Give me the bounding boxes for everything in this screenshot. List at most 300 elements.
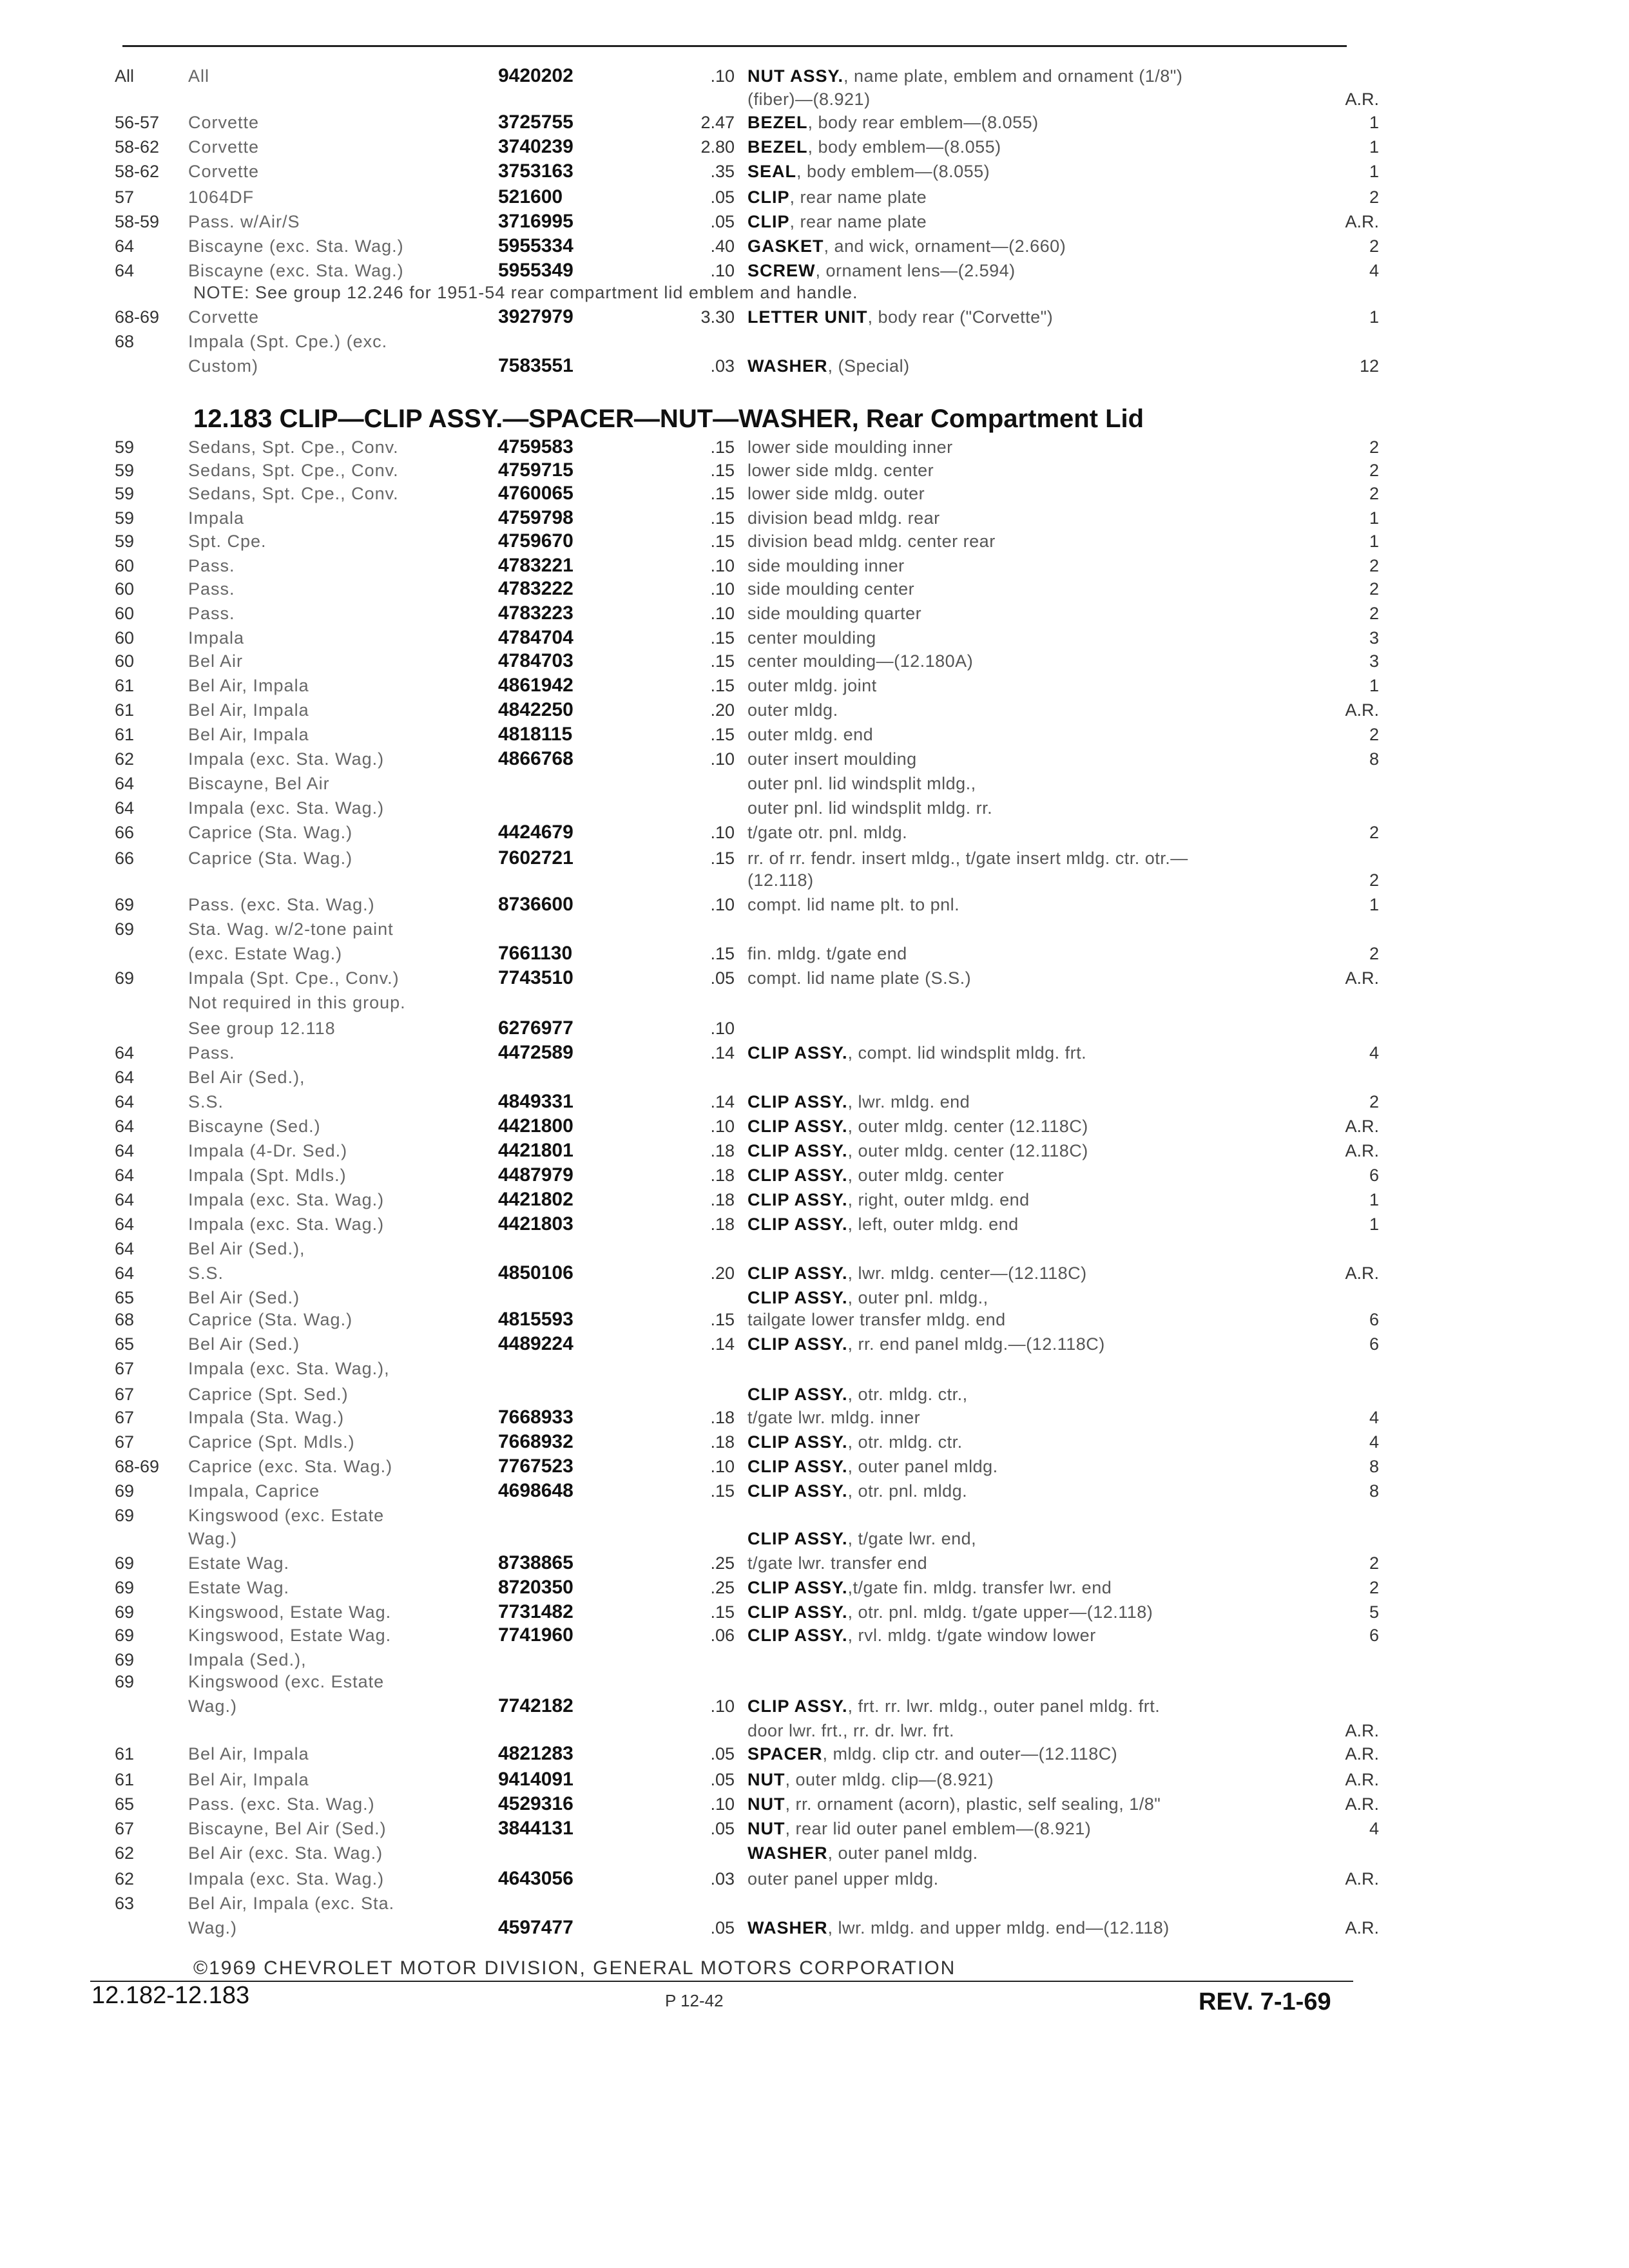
row-description-text: , otr. mldg. ctr. [847,1432,963,1452]
row-description-text: center moulding [747,628,876,648]
row-year: 65 [115,1334,135,1354]
parts-row [0,1648,1629,1671]
row-model: Impala (exc. Sta. Wag.), [188,1359,390,1378]
row-description-text: , frt. rr. lwr. mldg., outer panel mldg. frt. [847,1696,1161,1716]
row-quantity: 6 [1369,1334,1379,1354]
row-description-text: , ornament lens—(2.594) [815,261,1016,280]
row-description-text: , outer mldg. center (12.118C) [847,1141,1088,1160]
row-model: Impala (Spt. Mdls.) [188,1166,347,1185]
row-model: Caprice (Spt. Sed.) [188,1385,349,1404]
row-part-name: CLIP ASSY. [747,1432,848,1452]
row-year: 59 [115,461,135,480]
row-description-text: , outer panel mldg. [827,1843,978,1863]
row-description [747,577,914,601]
row-quantity: 4 [1369,261,1379,280]
row-model: Impala (Spt. Cpe., Conv.) [188,968,400,988]
row-price: .15 [710,532,735,551]
parts-row [0,135,1629,159]
row-description [747,1090,970,1113]
row-model: Caprice (Spt. Mdls.) [188,1432,355,1452]
row-part-name: CLIP ASSY. [747,1481,848,1501]
row-price: .15 [710,508,735,528]
parts-row [0,111,1629,134]
row-quantity: 6 [1369,1166,1379,1185]
row-model: Impala (Sed.), [188,1650,307,1669]
row-description [747,160,990,183]
parts-row [0,796,1629,820]
row-year: 61 [115,700,135,720]
row-model: Pass. [188,556,235,575]
row-quantity: 1 [1369,676,1379,695]
row-part-number: 4759670 [498,530,574,552]
row-part-number: 7741960 [498,1624,574,1646]
row-year: 64 [115,261,135,280]
row-description-text: outer insert moulding [747,749,917,769]
row-price: .15 [710,628,735,648]
parts-row [0,1383,1629,1406]
row-model: Impala (exc. Sta. Wag.) [188,1869,385,1888]
row-part-name: CLIP ASSY. [747,1043,848,1062]
row-description-text: , lwr. mldg. center—(12.118C) [847,1264,1087,1283]
parts-row [0,330,1629,353]
row-model: S.S. [188,1092,224,1111]
row-quantity: 2 [1369,823,1379,842]
row-year: 66 [115,849,135,868]
row-price: .05 [710,187,735,207]
row-model: Caprice (Sta. Wag.) [188,823,353,842]
row-description [747,1719,954,1742]
row-quantity: A.R. [1345,968,1379,988]
row-part-name: CLIP ASSY. [747,1626,848,1645]
row-part-number: 4421801 [498,1140,574,1161]
row-year: 64 [115,1239,135,1258]
row-part-number: 4760065 [498,483,574,504]
row-price: .25 [710,1553,735,1573]
row-description [747,1430,963,1454]
parts-row [0,772,1629,795]
row-model: Impala (Spt. Cpe.) (exc. [188,332,388,351]
row-year: 64 [115,1215,135,1234]
row-model: Bel Air (Sed.), [188,1068,305,1087]
row-description-text: , t/gate lwr. end, [847,1529,977,1548]
row-description [747,602,921,625]
parts-row [0,1041,1629,1064]
row-model: Wag.) [188,1529,238,1548]
row-description-text: lower side mldg. outer [747,484,925,503]
row-quantity: 2 [1369,437,1379,457]
row-price: .18 [710,1190,735,1209]
row-description-text: , rr. ornament (acorn), plastic, self sealing, 1/8" [785,1794,1161,1814]
row-part-number: 4529316 [498,1793,574,1814]
row-description-text: , outer mldg. center [847,1166,1005,1185]
row-price: .05 [710,1744,735,1763]
row-model: Caprice (Sta. Wag.) [188,849,353,868]
parts-row [0,1768,1629,1791]
parts-row [0,1695,1629,1718]
row-description [747,869,814,892]
copyright-line: ©1969 CHEVROLET MOTOR DIVISION, GENERAL MOTORS CORPORATION [193,1957,956,1979]
row-model: Estate Wag. [188,1578,290,1597]
row-quantity: 3 [1369,628,1379,648]
parts-row [0,1576,1629,1599]
row-price: 2.80 [700,137,735,157]
row-part-number: 7743510 [498,967,574,988]
row-description [747,1115,1088,1138]
row-quantity: 2 [1369,236,1379,256]
parts-row [0,1916,1629,1939]
row-part-number: 4698648 [498,1480,574,1501]
parts-row [0,88,1629,111]
row-description-text: t/gate otr. pnl. mldg. [747,823,908,842]
row-description [747,1139,1088,1162]
row-quantity: 2 [1369,1092,1379,1111]
row-year: 59 [115,437,135,457]
row-description-text: (fiber)—(8.921) [747,90,871,109]
parts-row [0,186,1629,209]
row-model: Kingswood, Estate Wag. [188,1602,392,1622]
row-year: 67 [115,1819,135,1838]
row-description-text: , otr. mldg. ctr., [847,1385,968,1404]
section-heading: 12.183 CLIP—CLIP ASSY.—SPACER—NUT—WASHER, Rear Compartment Lid [193,405,1144,433]
parts-row [0,966,1629,990]
row-description-text: side moulding inner [747,556,905,575]
row-description-text: , lwr. mldg. and upper mldg. end—(12.118) [827,1918,1170,1937]
row-quantity: 2 [1369,944,1379,963]
row-description-text: , name plate, emblem and ornament (1/8") [843,66,1183,86]
row-quantity: 2 [1369,484,1379,503]
parts-row [0,1286,1629,1309]
row-year: 69 [115,1650,135,1669]
row-quantity: 6 [1369,1626,1379,1645]
row-part-name: CLIP ASSY. [747,1190,848,1209]
row-part-number: 7767523 [498,1456,574,1477]
row-part-name: CLIP ASSY. [747,1117,848,1136]
row-description [747,847,1188,870]
row-quantity: 1 [1369,113,1379,132]
row-description [747,88,871,111]
row-part-name: NUT ASSY. [747,66,844,86]
parts-row [0,869,1629,892]
row-part-name: CLIP ASSY. [747,1334,848,1354]
row-year: 68-69 [115,1457,160,1476]
row-price: .10 [710,1019,735,1038]
row-description [747,796,992,820]
row-model: Impala (exc. Sta. Wag.) [188,798,385,818]
row-part-name: BEZEL [747,137,808,157]
row-part-name: WASHER [747,1843,828,1863]
row-description-text: compt. lid name plate (S.S.) [747,968,972,988]
row-part-name: WASHER [747,356,828,376]
row-price: .05 [710,212,735,231]
parts-row [0,1742,1629,1765]
row-part-number: 4421802 [498,1189,574,1210]
row-model: Corvette [188,137,260,157]
row-year: 69 [115,919,135,939]
row-description-text: , body rear emblem—(8.055) [807,113,1039,132]
row-description-text: outer panel upper mldg. [747,1869,939,1888]
row-description [747,772,976,795]
row-description [747,482,925,505]
row-year: 64 [115,236,135,256]
parts-row [0,1262,1629,1285]
row-price: .10 [710,895,735,914]
row-price: .15 [710,484,735,503]
row-model: Bel Air, Impala [188,1770,309,1789]
row-year: 64 [115,1092,135,1111]
row-year: 60 [115,604,135,623]
row-price: .40 [710,236,735,256]
row-year: 59 [115,532,135,551]
row-description [747,821,907,844]
row-part-number: 4821283 [498,1743,574,1764]
row-model: Estate Wag. [188,1553,290,1573]
row-description [747,1188,1030,1211]
row-part-number: 4783221 [498,555,574,576]
row-part-name: NUT [747,1794,786,1814]
row-model: (exc. Estate Wag.) [188,944,343,963]
row-description-text: door lwr. frt., rr. dr. lwr. frt. [747,1721,955,1740]
row-description-text: t/gate lwr. mldg. inner [747,1408,921,1427]
row-description-text: , and wick, ornament—(2.660) [824,236,1066,256]
row-quantity: 2 [1369,870,1379,890]
parts-row [0,1841,1629,1865]
row-year: 69 [115,1506,135,1525]
row-part-number: 4815593 [498,1309,574,1330]
row-description-text: , rr. end panel mldg.—(12.118C) [847,1334,1105,1354]
row-quantity: 8 [1369,1481,1379,1501]
row-year: 64 [115,1166,135,1185]
row-price: .10 [710,556,735,575]
parts-row [0,1455,1629,1478]
row-price: .10 [710,66,735,86]
row-model: Bel Air (Sed.) [188,1288,300,1307]
row-year: 64 [115,1190,135,1209]
row-description [747,942,907,965]
row-description-text: , compt. lid windsplit mldg. frt. [847,1043,1087,1062]
row-year: 58-62 [115,162,160,181]
row-quantity: 1 [1369,1190,1379,1209]
row-price: .03 [710,1869,735,1888]
parts-row [0,1892,1629,1915]
row-year: 60 [115,579,135,599]
row-part-name: NUT [747,1770,786,1789]
row-model: Impala (exc. Sta. Wag.) [188,1215,385,1234]
row-description [747,1527,976,1550]
row-description [747,1455,998,1478]
row-description-text: , left, outer mldg. end [847,1215,1019,1234]
row-price: .05 [710,1819,735,1838]
row-model: Impala (exc. Sta. Wag.) [188,749,385,769]
row-part-number: 9414091 [498,1769,574,1790]
row-description-text: , body emblem—(8.055) [796,162,990,181]
parts-row [0,482,1629,505]
row-quantity: 12 [1359,356,1379,376]
row-model: Impala (4-Dr. Sed.) [188,1141,348,1160]
row-year: 62 [115,1843,135,1863]
row-description [747,135,1001,159]
row-year: 69 [115,1578,135,1597]
row-description [747,747,917,771]
parts-row [0,918,1629,941]
row-part-number: 4784703 [498,650,574,671]
row-price: 2.47 [700,113,735,132]
parts-row [0,1600,1629,1624]
row-description-text: compt. lid name plt. to pnl. [747,895,960,914]
row-quantity: 8 [1369,749,1379,769]
parts-row [0,1164,1629,1187]
row-description [747,1479,967,1503]
parts-row [0,1719,1629,1742]
row-description-text: , rvl. mldg. t/gate window lower [847,1626,1096,1645]
row-part-number: 8736600 [498,894,574,915]
row-description [747,530,996,553]
row-model: Biscayne (Sed.) [188,1117,321,1136]
parts-row [0,942,1629,965]
row-year: 61 [115,725,135,744]
row-price: .05 [710,968,735,988]
row-description [747,1164,1004,1187]
row-year: 61 [115,676,135,695]
row-year: 58-59 [115,212,160,231]
parts-row [0,235,1629,258]
row-part-name: CLIP ASSY. [747,1385,848,1404]
parts-row [0,577,1629,601]
row-quantity: 4 [1369,1408,1379,1427]
row-description-text: outer pnl. lid windsplit mldg. rr. [747,798,993,818]
parts-row [0,1792,1629,1816]
row-price: .14 [710,1092,735,1111]
row-description [747,1286,988,1309]
row-description-text: , outer panel mldg. [847,1457,998,1476]
row-model: Pass. w/Air/S [188,212,300,231]
row-quantity: A.R. [1345,1721,1379,1740]
row-description [747,1308,1006,1331]
row-year: 69 [115,895,135,914]
row-part-number: 4861942 [498,675,574,696]
row-description-text: , otr. pnl. mldg. t/gate upper—(12.118) [847,1602,1153,1622]
row-part-number: 4597477 [498,1917,574,1938]
row-part-name: LETTER UNIT [747,307,868,327]
row-price: .14 [710,1043,735,1062]
row-quantity: 2 [1369,579,1379,599]
row-year: 58-62 [115,137,160,157]
parts-row [0,1188,1629,1211]
row-description [747,1041,1086,1064]
parts-row [0,1213,1629,1236]
row-model: 1064DF [188,187,255,207]
row-model: Pass. [188,579,235,599]
row-part-number: 4424679 [498,822,574,843]
row-part-number: 7668932 [498,1431,574,1452]
row-price: .18 [710,1215,735,1234]
row-model: Impala, Caprice [188,1481,320,1501]
row-year: 68 [115,332,135,351]
row-part-number: 4487979 [498,1164,574,1186]
row-description-text: lower side mldg. center [747,461,934,480]
row-model: Bel Air (exc. Sta. Wag.) [188,1843,383,1863]
row-quantity: 2 [1369,1553,1379,1573]
parts-row [0,649,1629,673]
parts-row [0,1527,1629,1550]
row-description [747,1383,968,1406]
top-rule [122,45,1347,47]
row-year: 69 [115,1553,135,1573]
row-description-text: , body emblem—(8.055) [807,137,1001,157]
row-model: Pass. [188,604,235,623]
row-price: .18 [710,1166,735,1185]
row-part-number: 8720350 [498,1577,574,1598]
row-description [747,1695,1160,1718]
row-part-number: 4818115 [498,724,573,745]
row-model: All [188,66,210,86]
row-part-number: 4489224 [498,1333,574,1354]
row-description [747,354,910,378]
row-quantity: 2 [1369,1578,1379,1597]
row-part-number: 7731482 [498,1601,574,1622]
row-description-text: outer mldg. end [747,725,874,744]
row-quantity: 1 [1369,162,1379,181]
parts-row [0,1115,1629,1138]
row-description-text: t/gate lwr. transfer end [747,1553,928,1573]
row-description [747,1332,1105,1356]
row-model: See group 12.118 [188,1019,336,1038]
row-price: 3.30 [700,307,735,327]
row-description-text: lower side moulding inner [747,437,953,457]
row-model: Biscayne (exc. Sta. Wag.) [188,261,404,280]
row-description [747,259,1016,282]
row-part-number: 4759798 [498,507,574,528]
parts-row [0,305,1629,329]
row-price: .15 [710,1602,735,1622]
row-part-name: BEZEL [747,113,808,132]
row-quantity: A.R. [1345,1869,1379,1888]
row-year: 65 [115,1794,135,1814]
row-description-text: , otr. pnl. mldg. [847,1481,968,1501]
row-description [747,1406,920,1429]
row-part-name: CLIP ASSY. [747,1696,848,1716]
row-year: 65 [115,1288,135,1307]
row-part-name: SPACER [747,1744,823,1763]
row-price: .15 [710,461,735,480]
row-description [747,186,927,209]
row-year: 57 [115,187,135,207]
row-year: 67 [115,1432,135,1452]
row-part-number: 3844131 [498,1818,574,1839]
row-year: 67 [115,1408,135,1427]
row-description [747,506,940,530]
row-part-number: 5955334 [498,235,574,256]
row-part-number: 4783222 [498,578,574,599]
row-price: .15 [710,651,735,671]
row-part-name: CLIP ASSY. [747,1141,848,1160]
row-year: 69 [115,1602,135,1622]
row-description [747,111,1039,134]
row-note: NOTE: See group 12.246 for 1951-54 rear compartment lid emblem and handle. [193,283,858,302]
row-model: Bel Air, Impala [188,700,309,720]
row-price: .10 [710,604,735,623]
parts-row [0,1504,1629,1527]
row-description-text: rr. of rr. fendr. insert mldg., t/gate insert mldg. ctr. otr.— [747,849,1188,868]
parts-row [0,210,1629,233]
row-year: 60 [115,628,135,648]
row-part-number: 521600 [498,186,563,207]
row-description-text: side moulding quarter [747,604,922,623]
row-part-number: 7742182 [498,1695,574,1716]
row-quantity: 1 [1369,532,1379,551]
parts-row [0,847,1629,870]
row-part-number: 3927979 [498,306,574,327]
row-quantity: 3 [1369,651,1379,671]
